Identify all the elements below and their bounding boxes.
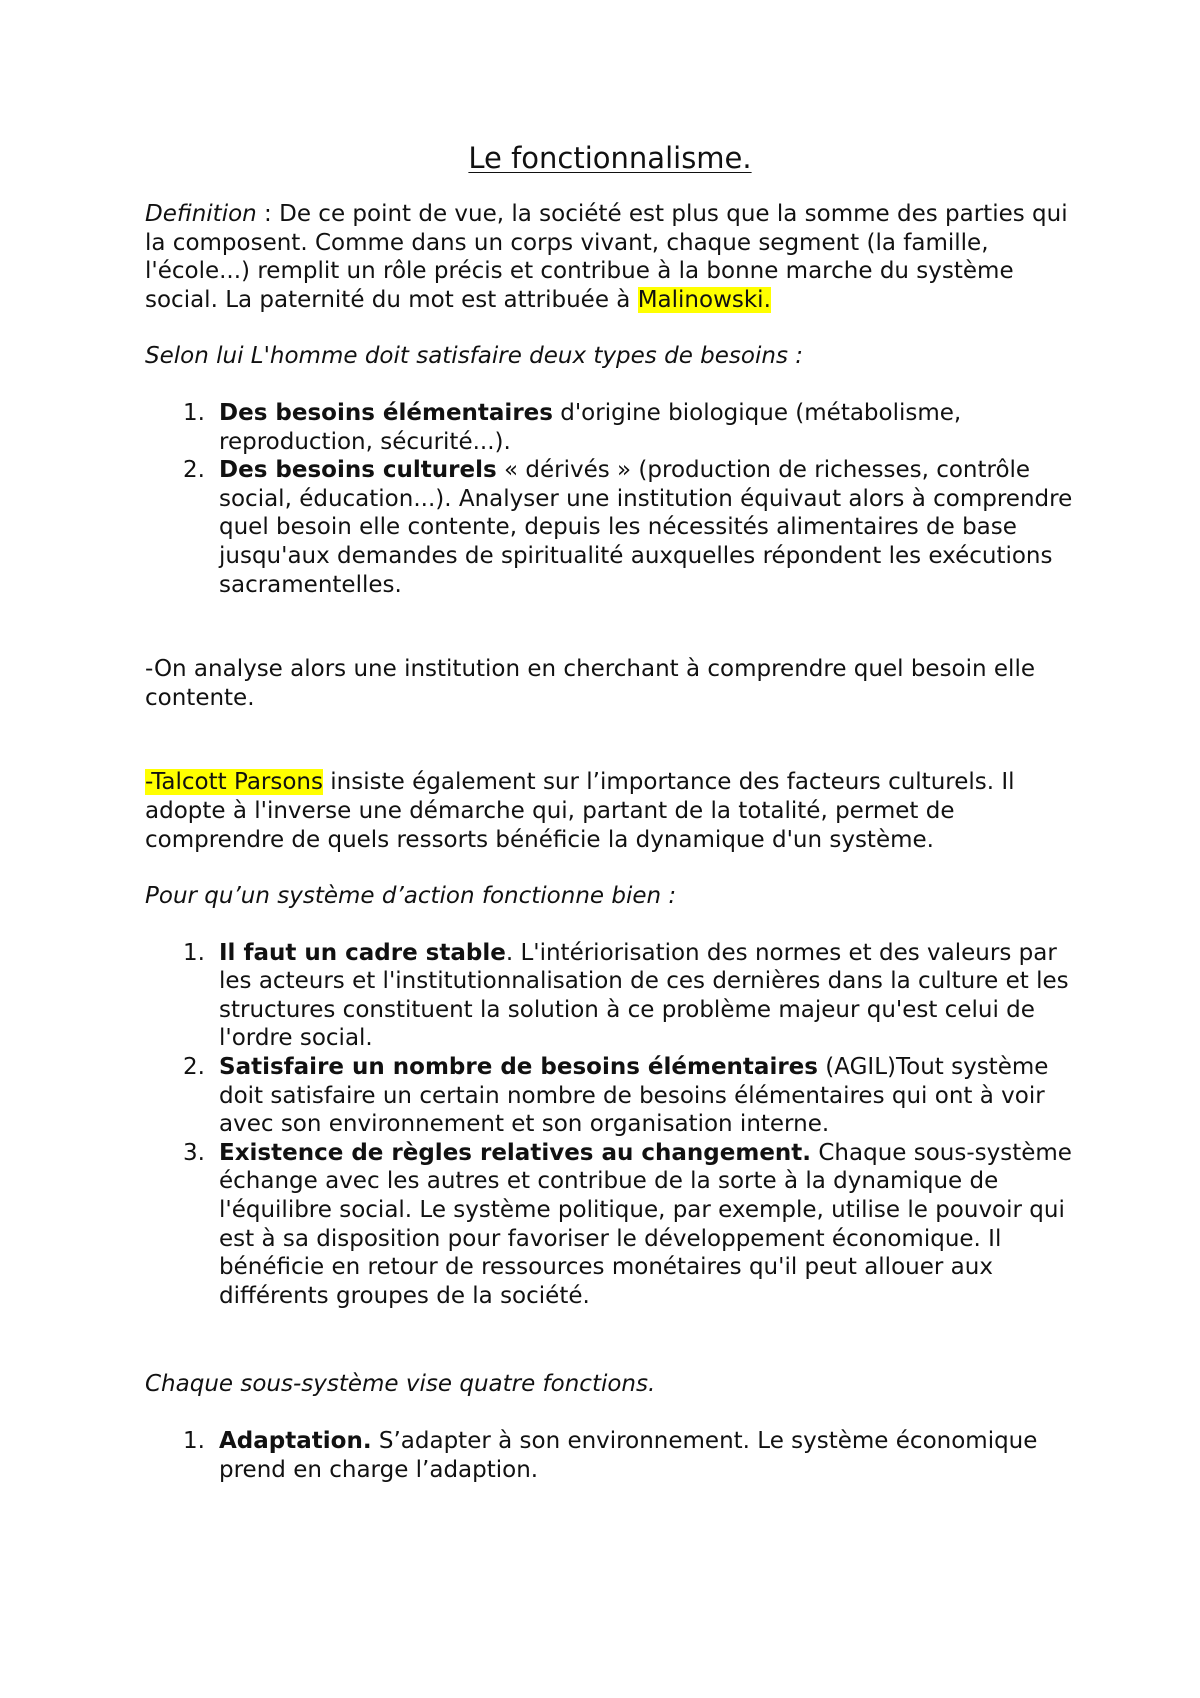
list-number: 1. xyxy=(183,399,205,426)
document-page xyxy=(145,140,1075,1484)
list-item-bold: Existence de règles relatives au changement. xyxy=(219,1139,812,1166)
list-item-text: Chaque sous-système échange avec les autres et contribue de la sorte à la dynamique de l'équilibre social. Le système politique, par exemple, utilise le pouvoir qui est à sa disposition pour favoriser le développement économique. Il bénéficie en retour de ressources monétaires qu'il peut allouer aux différents groupes de la société. xyxy=(219,1139,1072,1309)
highlight-malinowski: Malinowski. xyxy=(637,286,771,313)
fonctions-intro-text: Chaque sous-système vise quatre fonctions. xyxy=(145,1371,656,1398)
list-item-text: « dérivés » (production de richesses, contrôle social, éducation...). Analyser une institution équivaut alors à comprendre quel besoin elle contente, depuis les nécessités alimentaires de base jusqu'aux demandes de spiritualité auxquelles répondent les exécutions sacramentelles. xyxy=(219,457,1073,598)
list-number: 2. xyxy=(183,457,205,484)
list-number: 1. xyxy=(183,939,205,966)
list-item xyxy=(145,1139,1075,1311)
systeme-conditions-list xyxy=(145,939,1075,1311)
systeme-intro xyxy=(145,882,1075,911)
parsons-text: insiste également sur l’importance des facteurs culturels. Il adopte à l'inverse une démarche qui, partant de la totalité, permet de comprendre de quels ressorts bénéficie la dynamique d'un système. xyxy=(145,769,1015,853)
list-item-text: . L'intériorisation des normes et des valeurs par les acteurs et l'institutionnalisation de ces dernières dans la culture et les structures constituent la solution à ce problème majeur qu'est celui de l'ordre social. xyxy=(219,939,1069,1052)
malinowski-intro-text: Selon lui L'homme doit satisfaire deux types de besoins : xyxy=(145,343,803,370)
definition-label: Definition xyxy=(145,201,257,227)
list-number: 1. xyxy=(183,1428,205,1454)
list-item xyxy=(145,939,1075,1053)
fonctions-intro xyxy=(145,1370,1075,1399)
list-item-bold: Satisfaire un nombre de besoins élémentaires xyxy=(219,1054,818,1081)
list-item-text: d'origine biologique (métabolisme, reproduction, sécurité...). xyxy=(219,399,962,455)
list-item-text: S’adapter à son environnement. Le système économique prend en charge l’adaption. xyxy=(219,1428,1038,1483)
page-title: Le fonctionnalisme. xyxy=(468,141,752,175)
systeme-intro-text: Pour qu’un système d’action fonctionne bien : xyxy=(145,883,677,910)
list-item xyxy=(145,1053,1075,1139)
list-item-bold: Adaptation. xyxy=(219,1428,372,1454)
definition-text: : De ce point de vue, la société est plus que la somme des parties qui la composent. Comme dans un corps vivant, chaque segment (la famille, l'école...) remplit un rôle précis et contribue à la bonne marche du système social. La paternité du mot est attribuée à xyxy=(145,201,1068,313)
list-item-bold: Il faut un cadre stable xyxy=(219,939,506,966)
list-item xyxy=(145,399,1075,456)
parsons-paragraph xyxy=(145,768,1075,854)
fonctions-list xyxy=(145,1427,1075,1484)
malinowski-needs-list xyxy=(145,399,1075,599)
definition-paragraph xyxy=(145,200,1075,314)
list-item-text: (AGIL)Tout système doit satisfaire un certain nombre de besoins élémentaires qui ont à voir avec son environnement et son organisation interne. xyxy=(219,1054,1049,1138)
list-number: 2. xyxy=(183,1054,205,1081)
list-number: 3. xyxy=(183,1139,205,1166)
list-item xyxy=(145,1427,1075,1484)
list-item-bold: Des besoins élémentaires xyxy=(219,399,553,426)
list-item xyxy=(145,456,1075,599)
list-item-bold: Des besoins culturels xyxy=(219,457,497,484)
analyse-paragraph: -On analyse alors une institution en cherchant à comprendre quel besoin elle contente. xyxy=(145,656,1035,711)
malinowski-intro xyxy=(145,342,1075,371)
highlight-parsons: -Talcott Parsons xyxy=(145,769,323,796)
